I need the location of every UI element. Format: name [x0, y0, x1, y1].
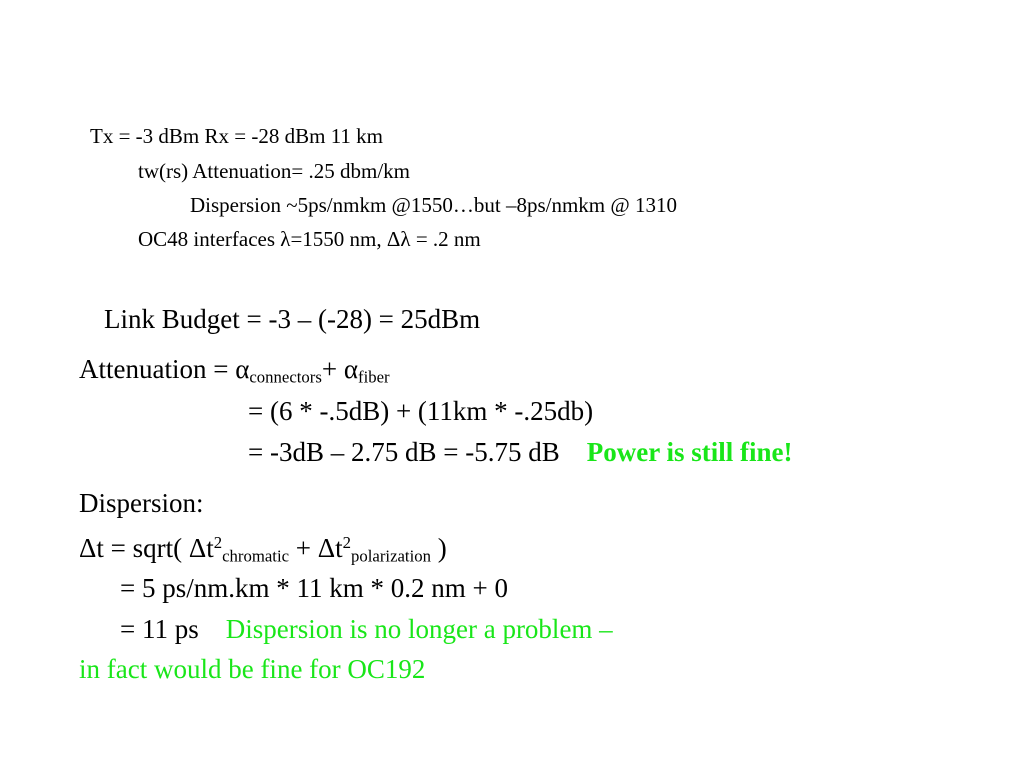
formula-close: ) [430, 533, 447, 563]
attenuation-prefix: Attenuation = [79, 354, 236, 384]
delta-symbol: Δ [188, 533, 207, 563]
dispersion-value: = 11 ps [120, 614, 199, 644]
dispersion-line-4 [120, 616, 613, 643]
square-superscript: 2 [342, 532, 352, 552]
delta-symbol: Δ [317, 533, 336, 563]
t-variable: t [206, 533, 214, 563]
polarization-subscript: polarization [351, 546, 431, 566]
dispersion-line-3: = 5 ps/nm.km * 11 km * 0.2 nm + 0 [120, 573, 508, 603]
chromatic-subscript: chromatic [222, 546, 290, 566]
dispersion-note-continued: in fact would be fine for OC192 [79, 654, 426, 684]
plus-sign: + [289, 533, 318, 563]
dispersion-note: Dispersion is no longer a problem – [225, 614, 613, 644]
plus-sign: + [321, 354, 344, 384]
attenuation-line-3 [248, 439, 792, 466]
link-budget: Link Budget = -3 – (-28) = 25dBm [104, 304, 481, 334]
alpha-symbol: α [235, 354, 250, 384]
attenuation-line-2: = (6 * -.5dB) + (11km * -.25db) [248, 396, 594, 426]
dispersion-heading: Dispersion: [79, 488, 204, 518]
alpha-symbol: α [343, 354, 358, 384]
params-line-4: OC48 interfaces λ=1550 nm, Δλ = .2 nm [138, 227, 481, 251]
dispersion-formula [79, 532, 447, 566]
square-superscript: 2 [213, 532, 223, 552]
attenuation-result: = -3dB – 2.75 dB = -5.75 dB [248, 437, 560, 467]
power-note: Power is still fine! [586, 437, 793, 467]
formula-start: t = sqrt( [96, 533, 189, 563]
connectors-subscript: connectors [249, 367, 322, 387]
delta-symbol: Δ [79, 533, 97, 563]
params-line-3: Dispersion ~5ps/nmkm @1550…but –8ps/nmkm @ 1310 [190, 193, 677, 217]
fiber-subscript: fiber [358, 367, 390, 387]
params-line-2: tw(rs) Attenuation= .25 dbm/km [138, 159, 410, 183]
t-variable: t [335, 533, 343, 563]
attenuation-line-1 [79, 354, 390, 387]
params-line-1: Tx = -3 dBm Rx = -28 dBm 11 km [90, 124, 383, 148]
